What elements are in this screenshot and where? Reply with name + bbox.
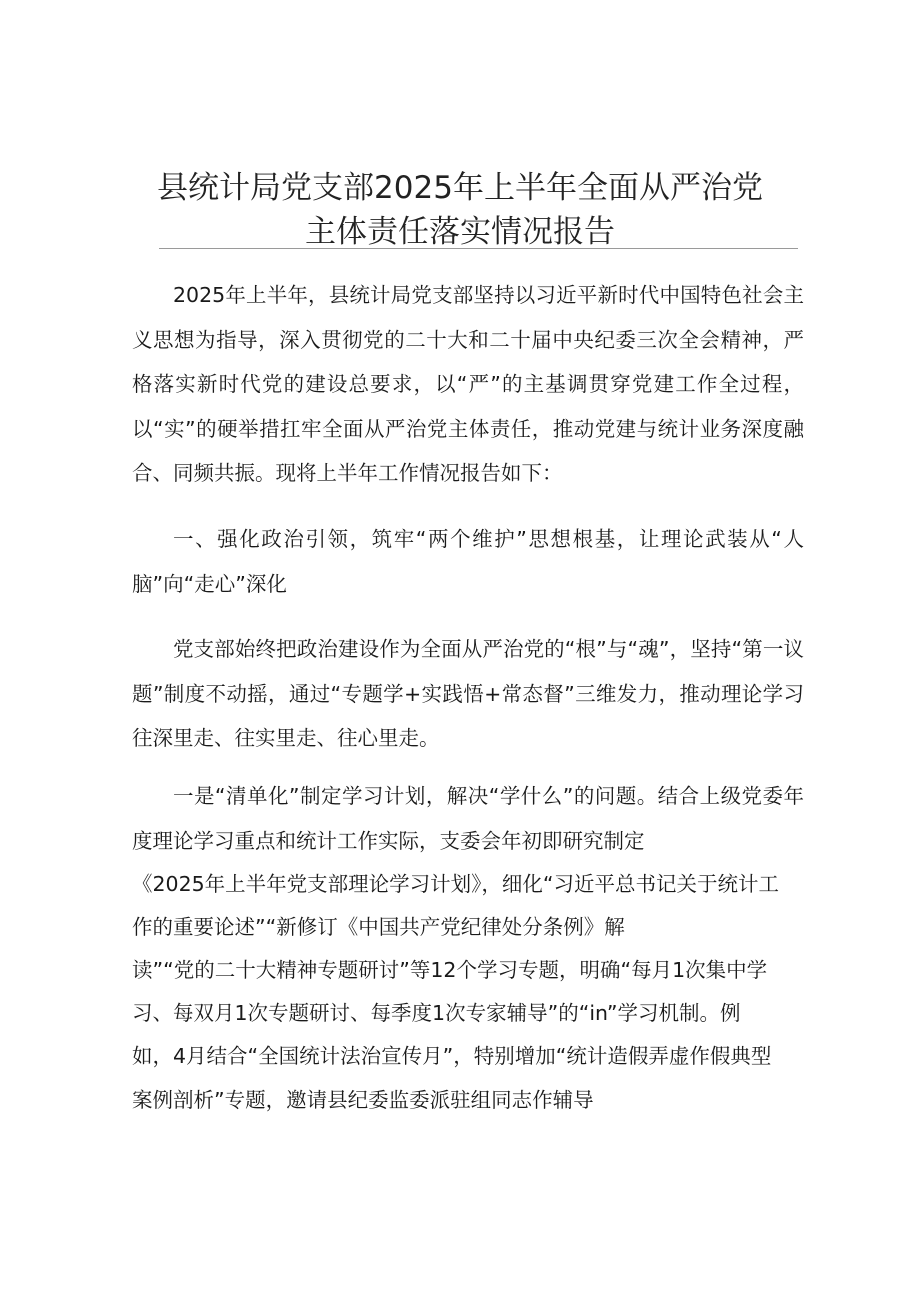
document-title-line-2: 主体责任落实情况报告 bbox=[305, 214, 615, 250]
intro-paragraph: 2025年上半年，县统计局党支部坚持以习近平新时代中国特色社会主义思想为指导，深入贯彻党的二十大和二十届中央纪委三次全会精神，严格落实新时代党的建设总要求，以“严”的主基调贯穿党建工作全过程，以“实”的硬举措扛牢全面从严治党主体责任，推动党建与统计业务深度融合、同频共振。现将上半年工作情况报告如下： bbox=[132, 283, 804, 485]
continuation-line: 案例剖析”专题，邀请县纪委监委派驻组同志作辅导 bbox=[132, 1088, 594, 1112]
document-title-line-1: 县统计局党支部2025年上半年全面从严治党 bbox=[157, 170, 763, 206]
section-paragraph-1: 党支部始终把政治建设作为全面从严治党的“根”与“魂”，坚持“第一议题”制度不动摇，通过“专题学+实践悟+常态督”三维发力，推动理论学习往深里走、往实里走、往心里走。 bbox=[132, 637, 804, 750]
title-divider bbox=[159, 248, 798, 249]
continuation-line: 作的重要论述”“新修订《中国共产党纪律处分条例》解 bbox=[132, 915, 625, 939]
continuation-line: 读”“党的二十大精神专题研讨”等12个学习专题，明确“每月1次集中学 bbox=[132, 958, 768, 982]
continuation-line: 《2025年上半年党支部理论学习计划》，细化“习近平总书记关于统计工 bbox=[132, 872, 780, 896]
section-heading-1: 一、强化政治引领，筑牢“两个维护”思想根基，让理论武装从“人脑”向“走心”深化 bbox=[132, 527, 804, 596]
continuation-line: 如，4月结合“全国统计法治宣传月”，特别增加“统计造假弄虚作假典型 bbox=[132, 1044, 772, 1068]
continuation-line: 习、每双月1次专题研讨、每季度1次专家辅导”的“in”学习机制。例 bbox=[132, 1001, 741, 1025]
point-paragraph-1: 一是“清单化”制定学习计划，解决“学什么”的问题。结合上级党委年度理论学习重点和统计工作实际，支委会年初即研究制定 bbox=[132, 784, 804, 853]
